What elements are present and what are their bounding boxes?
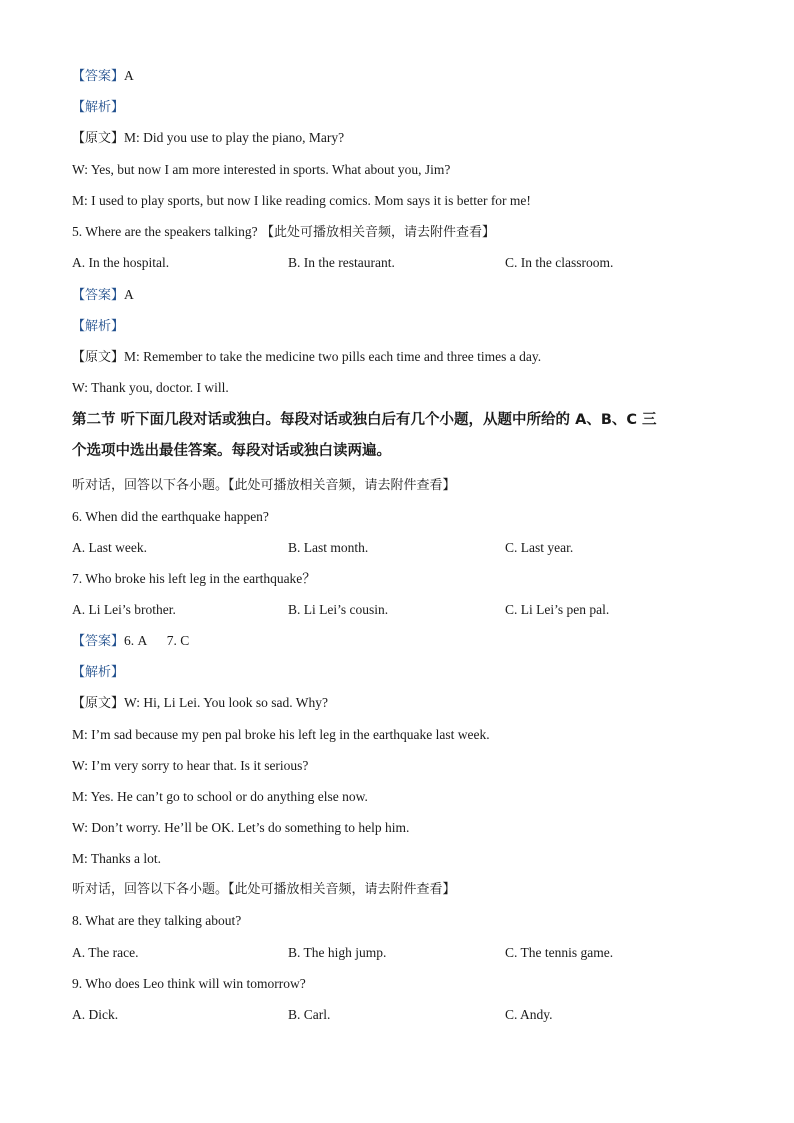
option-b: B. In the restaurant. (288, 255, 395, 270)
script-line (72, 129, 732, 148)
dialog-text: W: Thank you, doctor. I will. (72, 380, 229, 395)
script-label: 【原文】 (72, 350, 125, 365)
question-6: 6. When did the earthquake happen? (72, 509, 269, 524)
option-a: A. The race. (72, 945, 139, 960)
option-c: C. In the classroom. (505, 255, 614, 270)
analysis-line (72, 98, 732, 117)
answer-label: 【答案】 (72, 288, 125, 303)
question-text: 5. Where are the speakers talking? (72, 224, 258, 239)
dialog-text: M: Yes. He can’t go to school or do anything else now. (72, 789, 368, 804)
option-c: C. The tennis game. (505, 945, 614, 960)
answer-line (72, 632, 732, 651)
option-b: B. The high jump. (288, 945, 387, 960)
analysis-label: 【解析】 (72, 319, 125, 334)
section-heading: 第二节 听下面几段对话或独白。每段对话或独白后有几个小题，从题中所给的 A、B、C 三 (72, 412, 657, 428)
answer-value: 6. A 7. C (124, 633, 190, 648)
option-b: B. Carl. (288, 1007, 331, 1022)
answer-value: A (124, 68, 134, 83)
script-line (72, 694, 732, 713)
dialog-text: W: Don’t worry. He’ll be OK. Let’s do something to help him. (72, 820, 410, 835)
answer-value: A (124, 287, 134, 302)
option-c: C. Li Lei’s pen pal. (505, 602, 610, 617)
option-c: C. Last year. (505, 540, 574, 555)
answer-label: 【答案】 (72, 69, 125, 84)
dialog-intro: 听对话，回答以下各小题。【此处可播放相关音频，请去附件查看】 (72, 882, 456, 897)
option-b: B. Last month. (288, 540, 369, 555)
answer-line (72, 286, 732, 305)
analysis-label: 【解析】 (72, 100, 125, 115)
question-8: 8. What are they talking about? (72, 913, 242, 928)
script-label: 【原文】 (72, 696, 125, 711)
question-7: 7. Who broke his left leg in the earthquake？ (72, 571, 316, 586)
section-heading-continued: 个选项中选出最佳答案。每段对话或独白读两遍。 (72, 443, 391, 459)
analysis-line (72, 663, 732, 682)
analysis-label: 【解析】 (72, 665, 125, 680)
option-a: A. Dick. (72, 1007, 119, 1022)
dialog-intro: 听对话，回答以下各小题。【此处可播放相关音频，请去附件查看】 (72, 478, 456, 493)
option-c: C. Andy. (505, 1007, 553, 1022)
dialog-text: W: Hi, Li Lei. You look so sad. Why? (124, 695, 329, 710)
analysis-line (72, 317, 732, 336)
script-line (72, 348, 732, 367)
dialog-text: M: I used to play sports, but now I like reading comics. Mom says it is better for me! (72, 193, 531, 208)
option-a: A. Last week. (72, 540, 147, 555)
question-9: 9. Who does Leo think will win tomorrow? (72, 976, 306, 991)
script-label: 【原文】 (72, 131, 125, 146)
dialog-text: M: Remember to take the medicine two pills each time and three times a day. (124, 349, 542, 364)
answer-label: 【答案】 (72, 634, 125, 649)
dialog-text: W: Yes, but now I am more interested in sports. What about you, Jim? (72, 162, 451, 177)
dialog-text: M: Did you use to play the piano, Mary? (124, 130, 345, 145)
question-5 (72, 223, 732, 242)
dialog-text: W: I’m very sorry to hear that. Is it serious? (72, 758, 309, 773)
answer-line (72, 67, 732, 86)
option-a: A. Li Lei’s brother. (72, 602, 176, 617)
option-a: A. In the hospital. (72, 255, 170, 270)
audio-note: 【此处可播放相关音频，请去附件查看】 (261, 225, 496, 240)
dialog-text: M: Thanks a lot. (72, 851, 161, 866)
dialog-text: M: I’m sad because my pen pal broke his left leg in the earthquake last week. (72, 727, 490, 742)
option-b: B. Li Lei’s cousin. (288, 602, 389, 617)
